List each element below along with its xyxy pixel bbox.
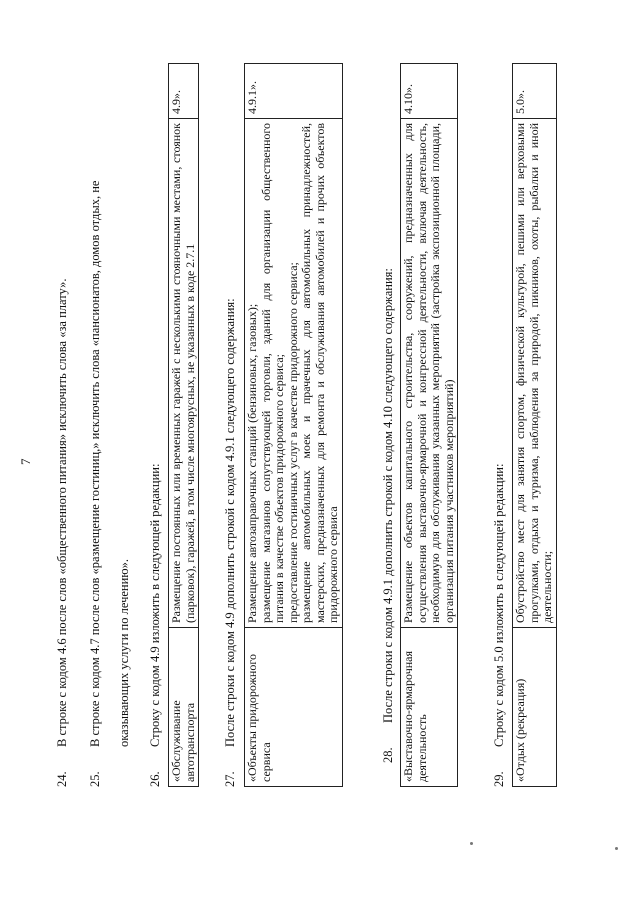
item-24 (55, 279, 70, 787)
description-line: Размещение автозаправочных станций (бензиновых, газовых); (245, 303, 259, 623)
use-code: 4.10». (401, 64, 458, 119)
item-29 (492, 464, 507, 787)
item-27-number: 27. (223, 771, 237, 787)
table-row (169, 64, 199, 787)
use-name: «Обслуживание автотранспорта (169, 628, 199, 787)
use-code: 5.0». (513, 64, 557, 119)
use-description: Размещение объектов капитального строительства, сооружений, предназначенных для осуществления выставочно-ярмарочной и конгрессной деятельности, включая деятельность, необходимую для обслуживания указанных мероприятий (застройка экспозиционной площади, организация питания участников мероприятий) (401, 119, 458, 628)
description-line: размещение автомобильных моек и прачечных для автомобильных принадлежностей, мастерских, предназначенных для ремонта и обслуживания автомобилей и прочих объектов придорожного сервиса (299, 123, 340, 623)
use-name: «Объекты придорожного сервиса (245, 628, 343, 787)
use-name: «Отдых (рекреация) (513, 628, 557, 787)
scan-speck (615, 847, 618, 850)
item-29-text: Строку с кодом 5.0 изложить в следующей редакции: (492, 463, 506, 747)
scan-speck (470, 842, 473, 845)
use-description (245, 119, 343, 628)
item-27-text: После строки с кодом 4.9 дополнить строкой с кодом 4.9.1 следующего содержания: (223, 298, 237, 747)
item-25-number: 25. (88, 771, 102, 787)
item-28 (381, 268, 396, 763)
item-28-number: 28. (381, 747, 395, 763)
table-row (513, 64, 557, 787)
item-24-number: 24. (55, 771, 69, 787)
use-description: Обустройство мест для занятия спортом, физической культурой, пешими или верховыми прогулками, отдыха и туризма, наблюдения за природой, пикников, охоты, рыбалки и иной деятельности; (513, 119, 557, 628)
table-row (245, 64, 343, 787)
use-code: 4.9». (169, 64, 199, 119)
description-line: размещение магазинов сопутствующей торговли, зданий для организации общественного питания в качестве объектов придорожного сервиса; (258, 123, 286, 623)
use-description: Размещение постоянных или временных гаражей с несколькими стояночными местами, стоянок (парковок), гаражей, в том числе многоярусных, не указанных в коде 2.7.1 (169, 119, 199, 628)
use-code: 4.9.1». (245, 64, 343, 119)
item-25-continuation: оказывающих услуги по лечению». (117, 558, 131, 747)
table-code-4-9 (168, 63, 199, 787)
item-27 (223, 298, 238, 787)
table-code-4-10 (400, 63, 458, 787)
item-24-text: В строке с кодом 4.6 после слов «общественного питания» исключить слова «за плату». (55, 278, 69, 747)
item-26 (148, 464, 163, 787)
item-29-number: 29. (492, 771, 506, 787)
item-26-number: 26. (148, 771, 162, 787)
item-25 (88, 181, 103, 787)
description-line: предоставление гостиничных услуг в качестве придорожного сервиса; (285, 262, 300, 623)
table-code-5-0 (512, 63, 557, 787)
page-number: 7 (18, 458, 33, 465)
item-28-text: После строки с кодом 4.9.1 дополнить строкой с кодом 4.10 следующего содержания: (381, 268, 395, 723)
table-row (401, 64, 458, 787)
item-26-text: Строку с кодом 4.9 изложить в следующей редакции: (148, 463, 162, 747)
use-name: «Выставочно-ярмарочная деятельность (401, 628, 458, 787)
table-code-4-9-1 (244, 63, 343, 787)
item-25-text: В строке с кодом 4.7 после слов «размещение гостиниц,» исключить слова «пансионатов, домов отдых, не (88, 180, 102, 747)
